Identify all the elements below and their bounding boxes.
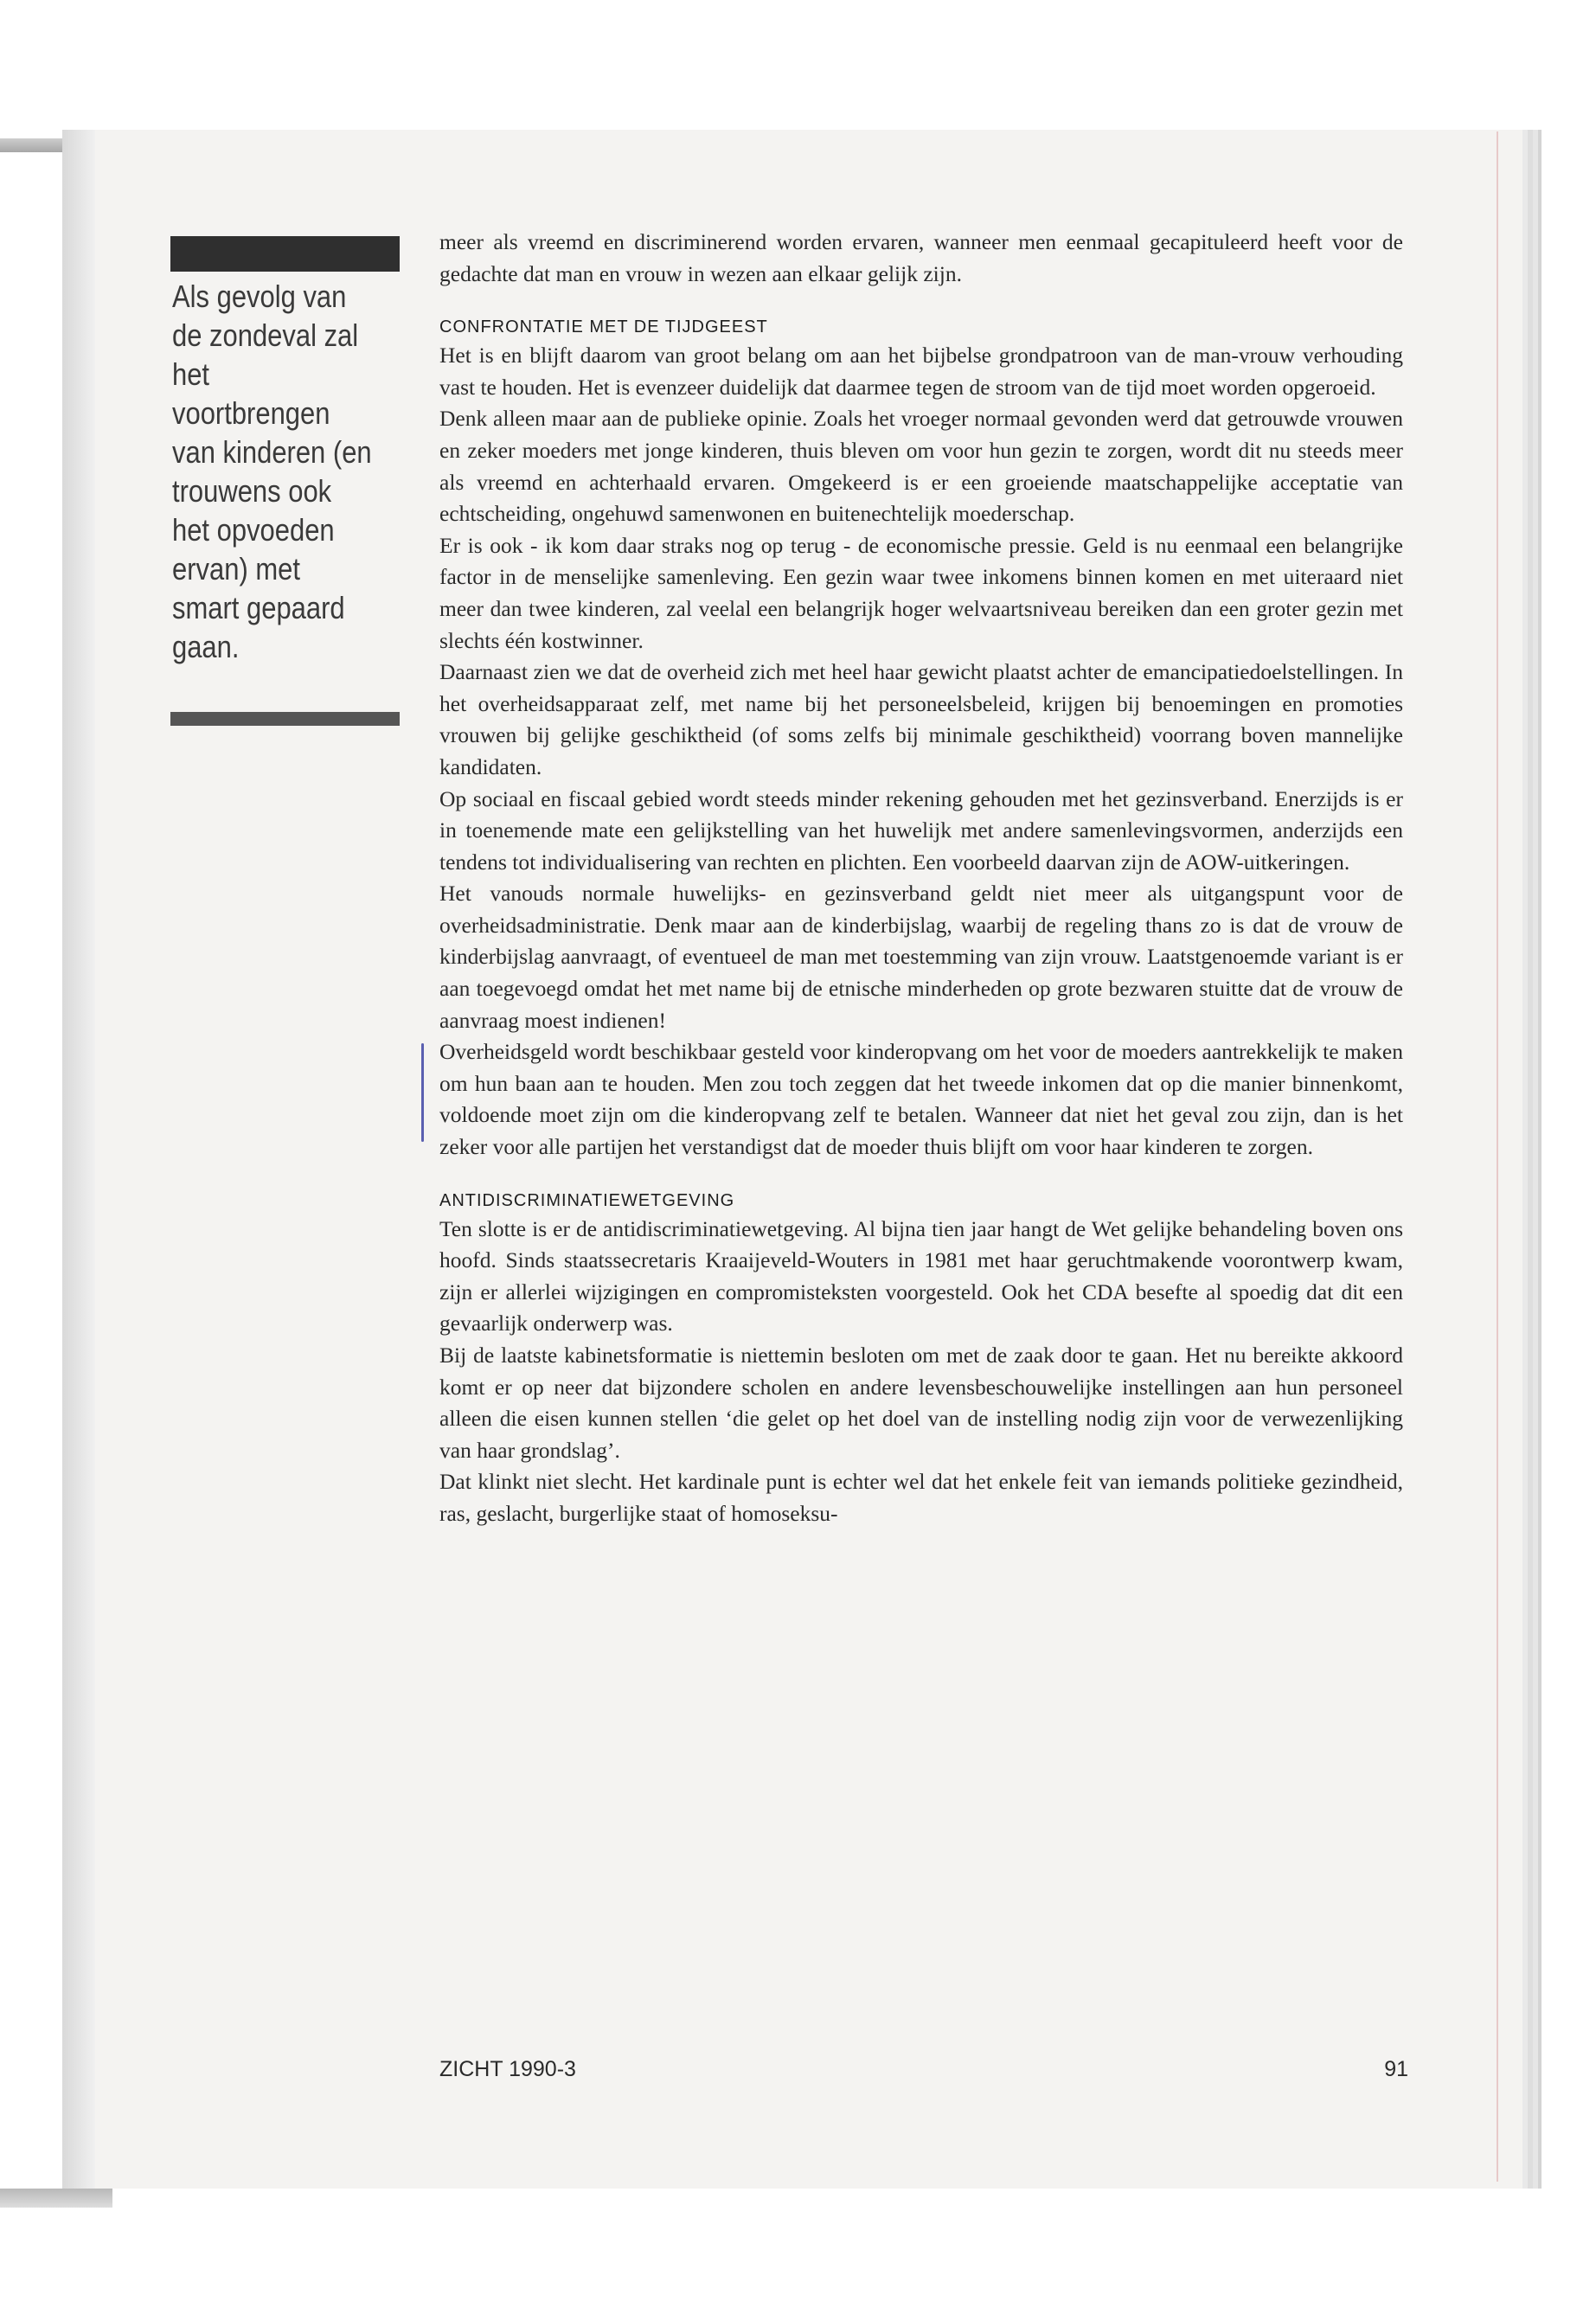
book-spine-bottom (0, 2189, 112, 2208)
paragraph: Het is en blijft daarom van groot belang om aan het bijbelse grondpatroon van de man-vrouw verhouding vast te houden. Het is evenzeer duidelijk dat daarmee tegen de stroom van de tijd moet worden opgeroeid. (439, 343, 1403, 400)
paragraph: Dat klinkt niet slecht. Het kardinale punt is echter wel dat het enkele feit van iemands politieke gezindheid, ras, geslacht, burgerlijke staat of homoseksu- (439, 1469, 1403, 1526)
page-gutter (62, 130, 95, 2189)
page-edge (1497, 131, 1498, 2182)
paragraph: Op sociaal en fiscaal gebied wordt steeds minder rekening gehouden met het gezinsverband. Enerzijds is er in toenemende mate een gelijkstelling van het huwelijk met andere samenlevingsvormen, anderzijds een tendens tot individualisering van rechten en plichten. Een voorbeeld daarvan zijn de AOW-uitkeringen. (439, 785, 1403, 875)
pull-quote-bar-top (170, 236, 400, 272)
paragraph: Ten slotte is er de antidiscriminatiewetgeving. Al bijna tien jaar hangt de Wet gelijke behandeling boven ons hoofd. Sinds staatssecretaris Kraaijeveld-Wouters in 1981 met haar geruchtmakende voorontwerp kwam, zijn er allerlei wijzigingen en compromisteksten voorgesteld. Ook het CDA besefte al spoedig dat dit een gevaarlijk onderwerp was. (439, 1215, 1403, 1336)
paragraph: Denk alleen maar aan de publieke opinie. Zoals het vroeger normaal gevonden werd dat getrouwde vrouwen en zeker moeders met jonge kinderen, thuis bleven om voor hun gezin te zorgen, wordt dit nu steeds meer als vreemd en achterhaald ervaren. Omgekeerd is er een groeiende maatschappelijke acceptatie van echtscheiding, ongehuwd samenwonen en buitenechtelijk moederschap. (439, 406, 1403, 527)
section-heading: CONFRONTATIE MET DE TIJDGEEST (439, 317, 768, 337)
marked-paragraph (439, 1036, 1403, 1163)
margin-pen-mark (421, 1043, 424, 1142)
pull-quote: Als gevolg van de zondeval zal het voortbrengen van kinderen (en trouwens ook het opvoeden ervan) met smart gepaard gaan. (172, 279, 372, 664)
paragraph: Er is ook - ik kom daar straks nog op terug - de economische pressie. Geld is nu eenmaal een belangrijke factor in de menselijke samenleving. Een gezin waar twee inkomens binnen komen en met uiteraard niet meer dan twee kinderen, zal veelal een belangrijk hoger welvaartsniveau bereiken dan een groter gezin met slechts één kostwinner. (439, 532, 1403, 653)
article-body (439, 227, 1403, 1530)
paragraph: Bij de laatste kabinetsformatie is niettemin besloten om met de zaak door te gaan. Het nu bereikte akkoord komt er op neer dat bijzondere scholen en andere levensbeschouwelijke instellingen aan hun personeel alleen die eisen kunnen stellen ‘die gelet op het doel van de instelling nodig zijn voor de verwezenlijking van haar grondslag’. (439, 1343, 1403, 1463)
paragraph: Overheidsgeld wordt beschikbaar gesteld voor kinderopvang om het voor de moeders aantrekkelijk te maken om hun baan aan te houden. Men zou toch zeggen dat het tweede inkomen dat op die manier binnenkomt, voldoende moet zijn om die kinderopvang zelf te betalen. Wanneer dat niet het geval zou zijn, dan is het zeker voor alle partijen het verstandigst dat de moeder thuis blijft om voor haar kinderen te zorgen. (439, 1039, 1403, 1160)
footer-page-number: 91 (1384, 2057, 1408, 2081)
section-heading: ANTIDISCRIMINATIEWETGEVING (439, 1190, 735, 1210)
pull-quote-bar-bottom (170, 712, 400, 726)
paragraph: Daarnaast zien we dat de overheid zich met heel haar gewicht plaatst achter de emancipatiedoelstellingen. In het overheidsapparaat zelf, met name bij het personeelsbeleid, krijgen bij benoemingen en promoties vrouwen bij gelijke geschiktheid (of soms zelfs bij minimale geschiktheid) voorrang boven mannelijke kandidaten. (439, 659, 1403, 779)
footer-journal-title: ZICHT 1990-3 (439, 2057, 576, 2081)
paragraph: meer als vreemd en discriminerend worden ervaren, wanneer men eenmaal gecapituleerd heeft voor de gedachte dat man en vrouw in wezen aan elkaar gelijk zijn. (439, 229, 1403, 286)
paragraph: Het vanouds normale huwelijks- en gezinsverband geldt niet meer als uitgangspunt voor de overheidsadministratie. Denk maar aan de kinderbijslag, waarbij de regeling thans zo is dat de vrouw de kinderbijslag aanvraagt, of eventueel de man met toestemming van zijn vrouw. Laatstgenoemde variant is er aan toegevoegd omdat het met name bij de etnische minderheden op grote bezwaren stuitte dat de vrouw de aanvraag moest indienen! (439, 881, 1403, 1033)
